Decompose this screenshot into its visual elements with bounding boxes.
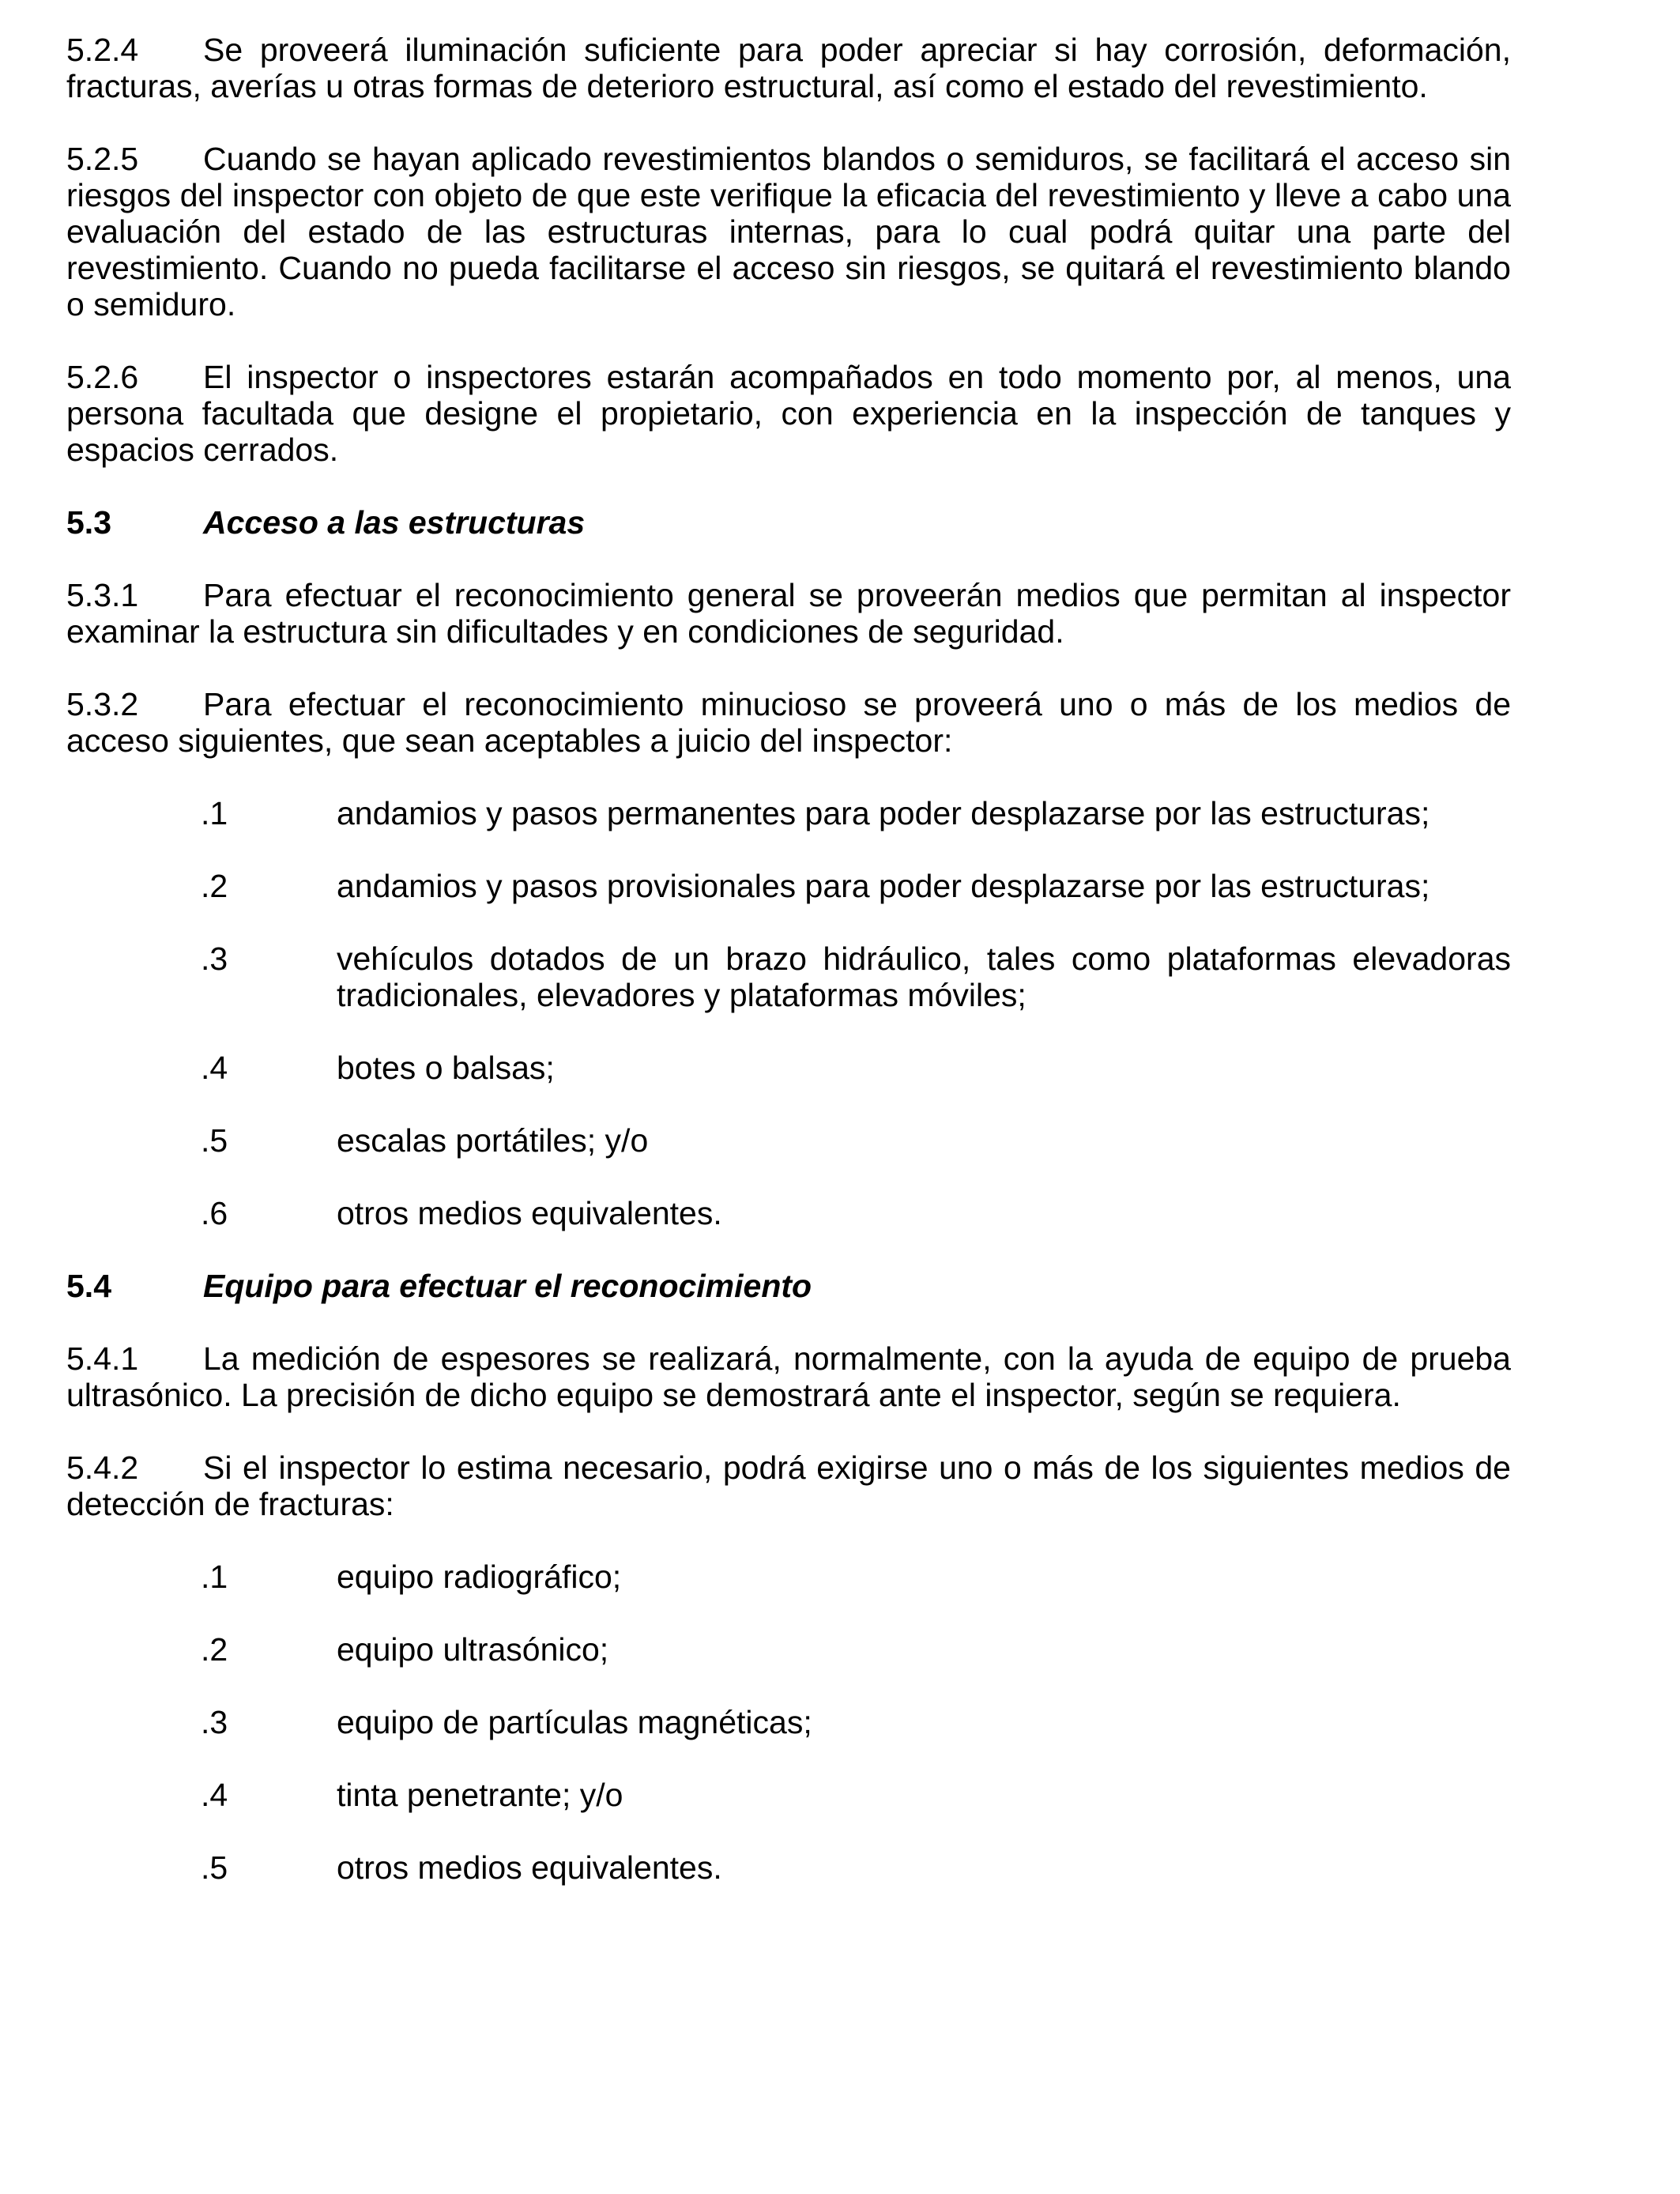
paragraph-text: Para efectuar el reconocimiento general se proveerán medios que permitan al inspector examinar la estructura sin dificultades y en condiciones de seguridad. (66, 577, 1511, 650)
paragraph-text: Si el inspector lo estima necesario, podrá exigirse uno o más de los siguientes medios de detección de fracturas: (66, 1449, 1511, 1522)
list-item-number: .1 (201, 1559, 228, 1595)
list-item (66, 1559, 1511, 1595)
section-heading-5-4 (66, 1268, 1511, 1304)
list-item (66, 868, 1511, 904)
list-item (66, 1122, 1511, 1159)
list-item-number: .2 (201, 868, 228, 904)
section-title: Acceso a las estructuras (203, 504, 586, 541)
paragraph-text: El inspector o inspectores estarán acompañados en todo momento por, al menos, una persona facultada que designe el propietario, con experiencia en la inspección de tanques y espacios cerrados. (66, 359, 1511, 468)
paragraph-number: 5.2.4 (66, 32, 139, 68)
paragraph-text: Cuando se hayan aplicado revestimientos blandos o semiduros, se facilitará el acceso sin riesgos del inspector con objeto de que este verifique la eficacia del revestimiento y lleve a cabo una evaluación del estado de las estructuras internas, para lo cual podrá quitar una parte del revestimiento. Cuando no pueda facilitarse el acceso sin riesgos, se quitará el revestimiento blando o semiduro. (66, 141, 1511, 322)
list-item (66, 1849, 1511, 1886)
section-number: 5.3 (66, 504, 111, 541)
list-item-text: equipo radiográfico; (337, 1559, 622, 1595)
paragraph-5-2-6 (66, 359, 1511, 468)
list-item-number: .1 (201, 795, 228, 831)
section-title: Equipo para efectuar el reconocimiento (203, 1268, 812, 1304)
section-number: 5.4 (66, 1268, 111, 1304)
list-item-text: vehículos dotados de un brazo hidráulico, tales como plataformas elevadoras tradicionales, elevadores y plataformas móviles; (337, 941, 1511, 1013)
list-item-text: andamios y pasos provisionales para poder desplazarse por las estructuras; (337, 868, 1430, 904)
paragraph-number: 5.2.5 (66, 141, 139, 177)
list-item-number: .3 (201, 941, 228, 977)
list-item-text: escalas portátiles; y/o (337, 1122, 649, 1159)
list-item-number: .4 (201, 1050, 228, 1086)
list-item-number: .3 (201, 1704, 228, 1740)
paragraph-5-2-4 (66, 32, 1511, 104)
list-item (66, 1704, 1511, 1740)
list-item (66, 1195, 1511, 1231)
list-item-text: otros medios equivalentes. (337, 1849, 722, 1886)
list-item (66, 1631, 1511, 1668)
list-item-text: botes o balsas; (337, 1050, 555, 1086)
paragraph-text: La medición de espesores se realizará, normalmente, con la ayuda de equipo de prueba ultrasónico. La precisión de dicho equipo se demostrará ante el inspector, según se requiera. (66, 1340, 1511, 1413)
list-item-number: .4 (201, 1777, 228, 1813)
list-item-number: .2 (201, 1631, 228, 1668)
list-item-text: equipo de partículas magnéticas; (337, 1704, 812, 1740)
section-heading-5-3 (66, 504, 1511, 541)
paragraph-number: 5.3.1 (66, 577, 139, 613)
document-page (66, 32, 1511, 1922)
paragraph-5-3-1 (66, 577, 1511, 650)
list-item (66, 941, 1511, 1013)
paragraph-number: 5.4.1 (66, 1340, 139, 1377)
paragraph-number: 5.4.2 (66, 1449, 139, 1486)
list-item (66, 1777, 1511, 1813)
paragraph-5-3-2 (66, 686, 1511, 759)
list-item-text: equipo ultrasónico; (337, 1631, 609, 1668)
paragraph-5-4-2 (66, 1449, 1511, 1522)
paragraph-5-4-1 (66, 1340, 1511, 1413)
list-item-number: .5 (201, 1849, 228, 1886)
list-item (66, 1050, 1511, 1086)
list-item-number: .6 (201, 1195, 228, 1231)
paragraph-5-2-5 (66, 141, 1511, 322)
paragraph-number: 5.2.6 (66, 359, 139, 395)
paragraph-number: 5.3.2 (66, 686, 139, 722)
paragraph-text: Para efectuar el reconocimiento minucioso se proveerá uno o más de los medios de acceso siguientes, que sean aceptables a juicio del inspector: (66, 686, 1511, 759)
list-item (66, 795, 1511, 831)
list-item-number: .5 (201, 1122, 228, 1159)
list-item-text: tinta penetrante; y/o (337, 1777, 623, 1813)
paragraph-text: Se proveerá iluminación suficiente para poder apreciar si hay corrosión, deformación, fracturas, averías u otras formas de deterioro estructural, así como el estado del revestimiento. (66, 32, 1511, 104)
list-item-text: andamios y pasos permanentes para poder desplazarse por las estructuras; (337, 795, 1430, 831)
list-item-text: otros medios equivalentes. (337, 1195, 722, 1231)
